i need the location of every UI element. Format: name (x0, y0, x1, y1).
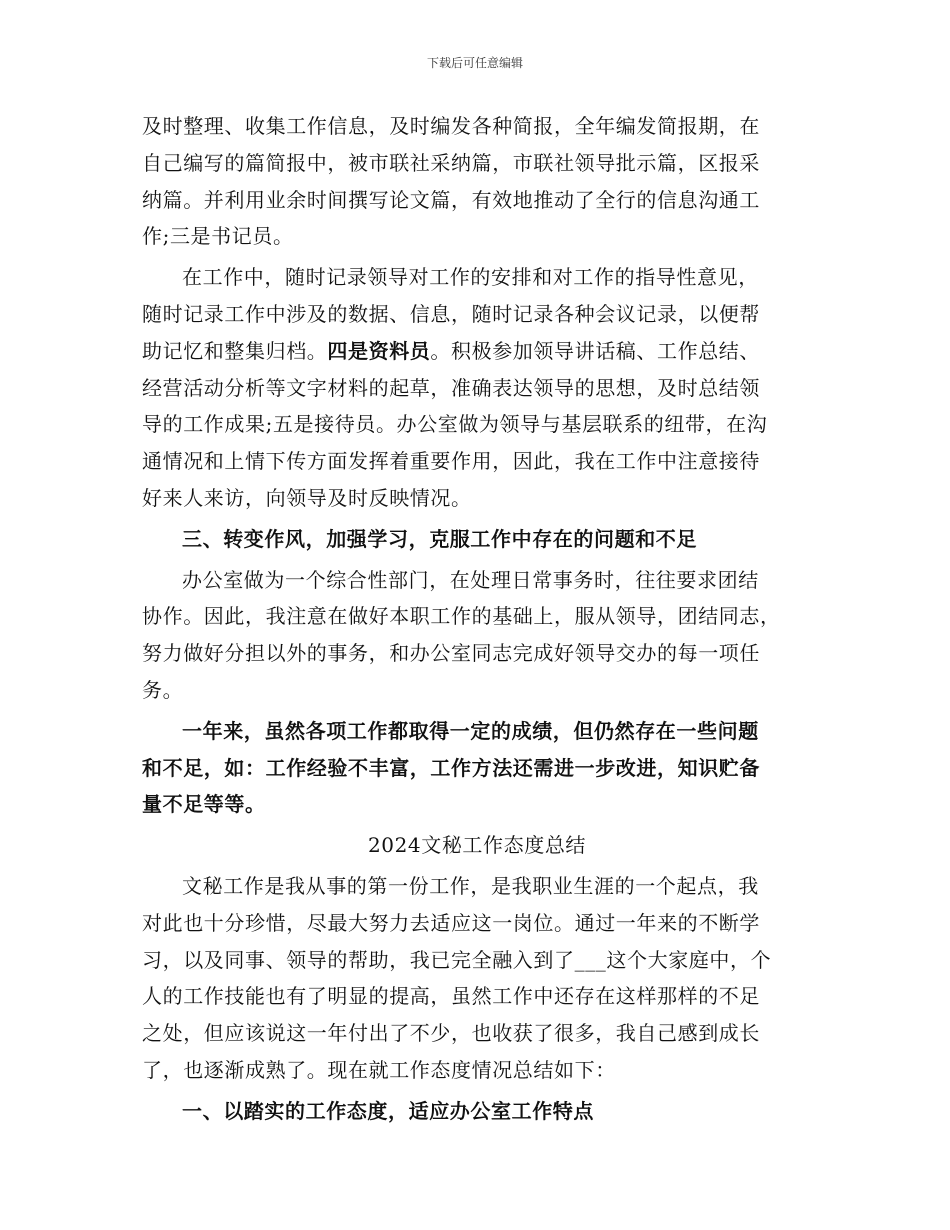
text-line: 纳篇。并利用业余时间撰写论文篇，有效地推动了全行的信息沟通工 (142, 187, 760, 212)
text-line: 在工作中，随时记录领导对工作的安排和对工作的指导性意见， (182, 265, 759, 290)
text-line: 了，也逐渐成熟了。现在就工作态度情况总结如下： (142, 1057, 616, 1082)
page-header: 下载后可任意编辑 (426, 56, 523, 70)
text-line (142, 333, 812, 370)
text-line: 办公室做为一个综合性部门，在处理日常事务时，往往要求团结 (182, 567, 759, 592)
text-line: 务。 (142, 677, 184, 702)
paragraph-7 (142, 868, 812, 1089)
title-line: 2024文秘工作态度总结 (367, 833, 587, 858)
text-line: 努力做好分担以外的事务，和办公室同志完成好领导交办的每一项任 (142, 641, 760, 666)
text-run: 助记忆和整集归档。 (142, 338, 328, 363)
text-run: 。积极参加领导讲话稿、工作总结、 (430, 338, 761, 363)
text-line: 和不足，如：工作经验不丰富，工作方法还需进一步改进，知识贮备 (142, 755, 760, 780)
text-line: 人的工作技能也有了明显的提高，虽然工作中还存在这样那样的不足 (142, 984, 760, 1009)
text-line: 好来人来访，向领导及时反映情况。 (142, 485, 472, 510)
text-line: 文秘工作是我从事的第一份工作，是我职业生涯的一个起点，我 (182, 873, 759, 898)
text-line: 自己编写的篇简报中，被市联社采纳篇，市联社领导批示篇，区报采 (142, 150, 760, 175)
text-line: 随时记录工作中涉及的数据、信息，随时记录各种会议记录，以便帮 (142, 301, 760, 326)
text-line: 之处，但应该说这一年付出了不少，也收获了很多，我自己感到成长 (142, 1021, 760, 1046)
heading-line: 三、转变作风，加强学习，克服工作中存在的问题和不足 (182, 526, 697, 551)
text-line: 量不足等等。 (142, 792, 266, 817)
document-title (142, 827, 812, 864)
document-body (142, 108, 812, 1134)
paragraph-5-bold (142, 713, 812, 823)
paragraph-1 (142, 108, 812, 255)
text-line: 一年来，虽然各项工作都取得一定的成绩，但仍然存在一些问题 (182, 718, 759, 743)
text-line: 导的工作成果;五是接待员。办公室做为领导与基层联系的纽带，在沟 (142, 412, 768, 437)
text-line: 通情况和上情下传方面发挥着重要作用，因此，我在工作中注意接待 (142, 449, 760, 474)
paragraph-2 (142, 259, 812, 517)
bold-text-run: 四是资料员 (327, 338, 431, 363)
text-line: 对此也十分珍惜，尽最大努力去适应这一岗位。通过一年来的不断学 (142, 910, 760, 935)
text-line: 及时整理、收集工作信息，及时编发各种简报，全年编发简报期，在 (142, 114, 760, 138)
text-line: 作;三是书记员。 (142, 224, 294, 249)
section-heading-8 (142, 1093, 812, 1130)
heading-line: 一、以踏实的工作态度，适应办公室工作特点 (182, 1098, 594, 1123)
section-heading-3 (142, 521, 812, 558)
text-line: 习，以及同事、领导的帮助，我已完全融入到了___这个大家庭中，个 (142, 947, 772, 972)
text-line: 协作。因此，我注意在做好本职工作的基础上，服从领导，团结同志， (142, 604, 781, 629)
paragraph-4 (142, 562, 812, 709)
text-line: 经营活动分析等文字材料的起草，准确表达领导的思想，及时总结领 (142, 375, 760, 400)
